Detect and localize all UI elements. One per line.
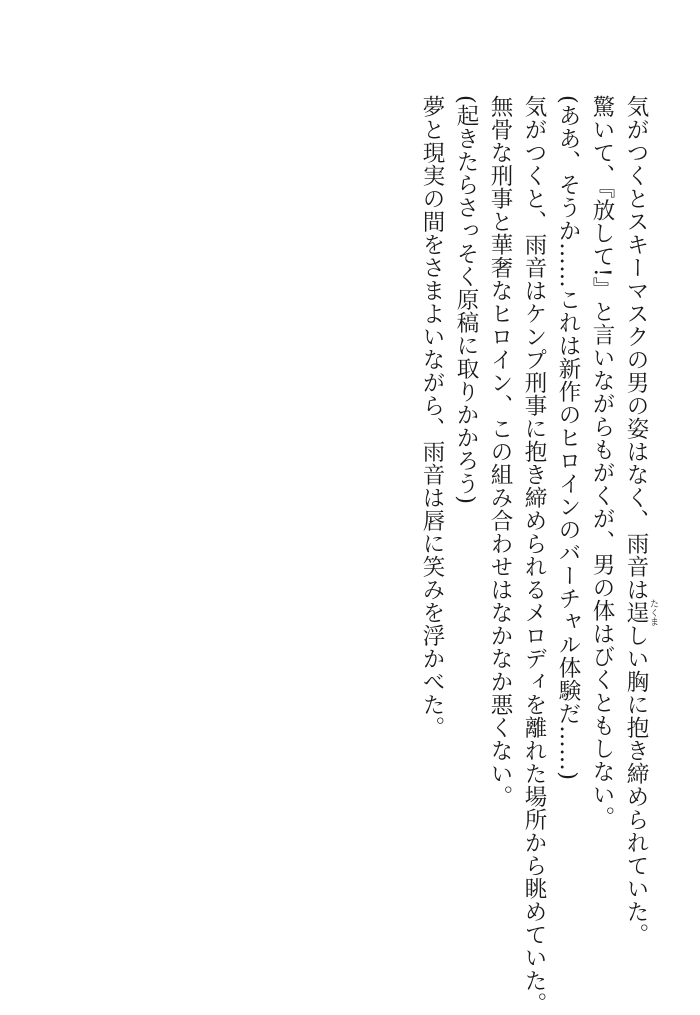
paragraph-1-after: しい胸に抱き締められていた。 bbox=[623, 624, 649, 946]
vertical-text-body bbox=[415, 95, 658, 1015]
furigana-ruby bbox=[623, 599, 658, 626]
paragraph-3: (ああ、そうか……これは新作のヒロインのバーチャル体験だ……) bbox=[555, 95, 581, 781]
paragraph-2: 驚いて、『放して!』と言いながらもがくが、男の体はびくともしない。 bbox=[589, 95, 615, 830]
paragraph-7: 夢と現実の間をさまよいながら、雨音は唇に笑みを浮かべた。 bbox=[419, 95, 445, 739]
paragraph-5: 無骨な刑事と華奢なヒロイン、この組み合わせはなかなか悪くない。 bbox=[487, 95, 513, 808]
paragraph-6: (起きたらさっそく原稿に取りかかろう) bbox=[453, 95, 479, 505]
ruby-reading: たくま bbox=[648, 599, 658, 626]
ruby-base: 逞 bbox=[623, 599, 649, 626]
paragraph-4: 気がつくと、雨音はケンプ刑事に抱き締められるメロディを離れた場所から眺めていた。 bbox=[521, 95, 547, 1015]
paragraph-1 bbox=[619, 95, 658, 945]
paragraph-1-before: 気がつくとスキーマスクの男の姿はなく、雨音は bbox=[623, 95, 649, 601]
